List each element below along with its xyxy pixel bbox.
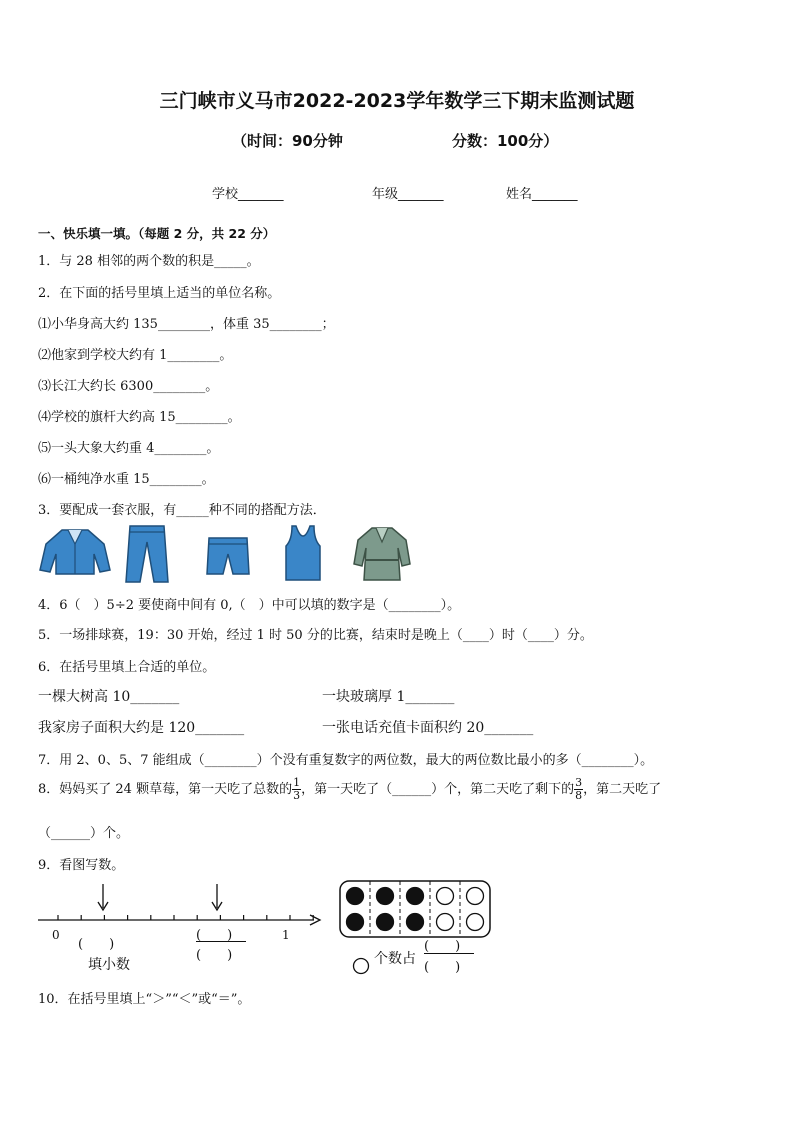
count-fraction-denominator[interactable]: ( )	[424, 960, 461, 975]
fraction-bar	[424, 953, 474, 954]
empty-dot	[467, 888, 484, 905]
section-heading: 一、快乐填一填。（每题 2 分，共 22 分）	[38, 226, 276, 241]
grade-field[interactable]: 年级_______	[372, 187, 444, 202]
zero-label: 0	[52, 928, 60, 942]
total-score: 分数：100分）	[452, 132, 559, 150]
question-2-item: ⑶长江大约长 6300________。	[38, 379, 219, 394]
fraction-denominator: 8	[575, 789, 583, 802]
question-6-a: 一棵大树高 10_______	[38, 689, 180, 705]
question-8-line2: （______）个。	[38, 826, 130, 841]
question-5: 5．一场排球赛，19：30 开始，经过 1 时 50 分的比赛，结束时是晚上（____）时（____）分。	[38, 628, 593, 643]
question-6-c: 我家房子面积大约是 120_______	[38, 720, 245, 736]
question-6-b: 一块玻璃厚 1_______	[322, 689, 455, 705]
vest-icon	[284, 524, 322, 582]
question-2-item: ⑸一头大象大约重 4________。	[38, 441, 220, 456]
fraction-answer-denominator[interactable]: ( )	[196, 948, 233, 963]
filled-dot	[347, 888, 364, 905]
filled-dot	[377, 888, 394, 905]
count-label: 个数占	[374, 951, 416, 967]
school-field[interactable]: 学校_______	[212, 187, 284, 202]
dot-grid	[338, 879, 492, 939]
fraction-numerator: 3	[575, 776, 583, 789]
decimal-answer-paren[interactable]: ( )	[78, 937, 115, 952]
fraction-denominator: 3	[293, 789, 301, 802]
filled-dot	[377, 914, 394, 931]
question-7: 7．用 2、0、5、7 能组成（________）个没有重复数字的两位数，最大的两位数比最小的多（________）。	[38, 753, 654, 768]
filled-dot	[407, 914, 424, 931]
question-2-item: ⑴小华身高大约 135________，体重 35________；	[38, 317, 335, 332]
filled-dot	[407, 888, 424, 905]
question-2: 2．在下面的括号里填上适当的单位名称。	[38, 286, 281, 301]
fraction-bar	[196, 941, 246, 942]
question-6-d: 一张电话充值卡面积约 20_______	[322, 720, 534, 736]
name-field[interactable]: 姓名_______	[506, 187, 578, 202]
question-8-part3: ，第二天吃了	[583, 782, 662, 797]
fraction-three-eighths	[574, 777, 583, 802]
question-2-item: ⑹一桶纯净水重 15________。	[38, 472, 215, 487]
question-10: 10．在括号里填上“＞”“＜”或“＝”。	[38, 992, 251, 1007]
pants-icon	[124, 524, 170, 584]
question-2-item: ⑷学校的旗杆大约高 15________。	[38, 410, 241, 425]
empty-dot	[437, 914, 454, 931]
question-9: 9．看图写数。	[38, 858, 125, 873]
number-line	[36, 880, 326, 930]
fraction-numerator: 1	[293, 776, 301, 789]
question-1: 1．与 28 相邻的两个数的积是_____。	[38, 254, 260, 269]
empty-dot	[437, 888, 454, 905]
shorts-icon	[205, 536, 251, 578]
empty-dot	[467, 914, 484, 931]
decimal-label: 填小数	[88, 957, 130, 973]
question-3: 3．要配成一套衣服，有_____种不同的搭配方法．	[38, 503, 326, 518]
count-fraction-numerator[interactable]: ( )	[424, 939, 461, 954]
question-2-item: ⑵他家到学校大约有 1________。	[38, 348, 233, 363]
one-label: 1	[282, 928, 290, 942]
question-4: 4．6（ ）5÷2 要使商中间有 0,（ ）中可以填的数字是（________）。	[38, 598, 461, 613]
circle-icon	[352, 957, 370, 975]
page-title: 三门峡市义马市2022-2023学年数学三下期末监测试题	[159, 90, 635, 112]
question-6: 6．在括号里填上合适的单位。	[38, 660, 216, 675]
coat-icon	[352, 524, 412, 582]
jacket-icon	[38, 524, 112, 580]
question-8-part1: 8．妈妈买了 24 颗草莓，第一天吃了总数的	[38, 782, 293, 797]
question-8	[38, 777, 661, 802]
fraction-answer-numerator[interactable]: ( )	[196, 928, 233, 943]
filled-dot	[347, 914, 364, 931]
question-8-part2: ，第一天吃了（______）个，第二天吃了剩下的	[301, 782, 575, 797]
time-limit: （时间：90分钟	[232, 132, 343, 150]
fraction-one-third	[292, 777, 301, 802]
